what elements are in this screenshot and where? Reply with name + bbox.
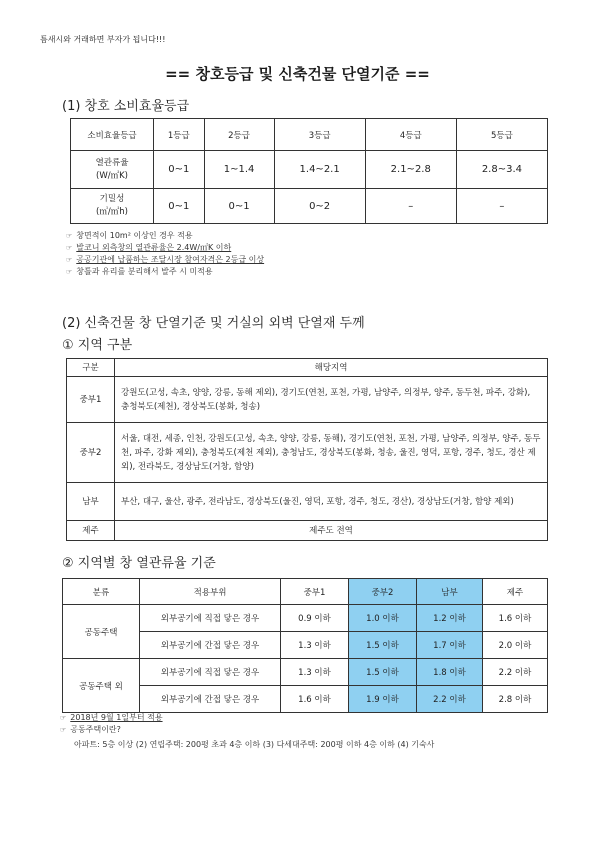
table-header-cell: 남부 [417,579,483,605]
row-label-line2: (W/㎡K) [96,170,128,181]
page-title: == 창호등급 및 신축건물 단열기준 == [165,65,430,83]
table-header-cell: 구분 [67,359,115,377]
note-text: 발코니 외측창의 열관류율은 2.4W/㎡K 이하 [76,243,232,252]
table-cell: 0~1 [204,189,274,224]
row-label-line2: (㎥/㎡h) [96,207,128,217]
part-cell: 외부공기에 직접 닿은 경우 [140,659,281,686]
table-header-cell: 중부2 [349,579,417,605]
list-item [60,724,434,736]
table-cell: 1.3 이하 [281,632,349,659]
region-table [66,358,548,541]
table-cell: – [456,189,547,224]
table-cell: 2.2 이하 [483,659,548,686]
row-label-line1: 기밀성 [99,194,125,204]
region-areas: 강원도(고성, 속초, 양양, 강릉, 동해 제외), 경기도(연천, 포천, 가평, 남양주, 의정부, 양주, 동두천, 파주, 강화), 충청북도(제천), 경상북도(봉화, 청송) [115,377,548,423]
table-row [63,605,548,632]
u-value-standard-table [62,578,548,713]
region-name: 중부2 [67,423,115,483]
table-cell: – [365,189,456,224]
row-label [71,151,154,189]
table-header-cell: 소비효율등급 [71,119,154,151]
table-cell: 1~1.4 [204,151,274,189]
section1-heading: (1) 창호 소비효율등급 [62,99,190,114]
section2-sub1: ① 지역 구분 [62,338,133,353]
table-header-cell: 적용부위 [140,579,281,605]
table-header-cell: 분류 [63,579,140,605]
category-cell: 공동주택 외 [63,659,140,713]
table-cell: 2.0 이하 [483,632,548,659]
table-header-cell: 2등급 [204,119,274,151]
table-row [67,423,548,483]
pointing-hand-icon: ☞ [66,268,73,276]
table-header-cell: 제주 [483,579,548,605]
table-cell: 2.8 이하 [483,686,548,713]
section2-heading: (2) 신축건물 창 단열기준 및 거실의 외벽 단열재 두께 [62,316,365,331]
table-cell: 1.3 이하 [281,659,349,686]
table-cell: 1.5 이하 [349,632,417,659]
note-text: 창면적이 10m² 이상인 경우 적용 [76,231,193,240]
table-row [63,659,548,686]
pointing-hand-icon: ☞ [60,714,67,722]
table-cell: 1.2 이하 [417,605,483,632]
region-areas: 제주도 전역 [115,521,548,541]
part-cell: 외부공기에 직접 닿은 경우 [140,605,281,632]
table-cell: 2.2 이하 [417,686,483,713]
table-cell: 1.6 이하 [483,605,548,632]
footer-notes [60,712,434,751]
section2-sub2: ② 지역별 창 열관류율 기준 [62,556,216,571]
table-header-row [63,579,548,605]
header-note: 틈새시와 거래하면 부자가 됩니다!!! [40,35,166,44]
row-label [71,189,154,224]
table-header-cell: 5등급 [456,119,547,151]
table-cell: 1.5 이하 [349,659,417,686]
table-cell: 1.9 이하 [349,686,417,713]
table-cell: 2.8~3.4 [456,151,547,189]
table-header-cell: 해당지역 [115,359,548,377]
region-name: 남부 [67,483,115,521]
pointing-hand-icon: ☞ [66,244,73,252]
list-item [74,739,434,751]
table-row [71,151,548,189]
table-header-cell: 4등급 [365,119,456,151]
table-cell: 1.7 이하 [417,632,483,659]
region-areas: 서울, 대전, 세종, 인천, 강원도(고성, 속초, 양양, 강릉, 동해), 경기도(연천, 포천, 가평, 남양주, 의정부, 양주, 동두천, 파주, 강화 제외), 충청북도(제천 제외), 충청남도, 경상북도(봉화, 청송, 울진, 영덕, 포항, 경주, 청도, 경산 제외), 전라북도, 경상남도(거창, 함양) [115,423,548,483]
pointing-hand-icon: ☞ [60,726,67,734]
note-text: 공동주택이란? [70,725,121,734]
table-cell: 0~1 [154,151,205,189]
table-header-row [67,359,548,377]
note-text: 2018년 9월 1일부터 적용 [70,713,163,722]
list-item [66,254,264,266]
part-cell: 외부공기에 간접 닿은 경우 [140,632,281,659]
list-item [60,712,434,724]
region-name: 제주 [67,521,115,541]
row-label-line1: 열관류율 [95,157,129,168]
pointing-hand-icon: ☞ [66,232,73,240]
table-header-cell: 3등급 [274,119,365,151]
table-cell: 2.1~2.8 [365,151,456,189]
region-areas: 부산, 대구, 울산, 광주, 전라남도, 경상북도(울진, 영덕, 포항, 경주, 청도, 경산), 경상남도(거창, 함양 제외) [115,483,548,521]
table-cell: 1.0 이하 [349,605,417,632]
table-cell: 1.8 이하 [417,659,483,686]
note-text: 아파트: 5층 이상 (2) 연립주택: 200평 초과 4층 이하 (3) 다세대주택: 200평 이하 4층 이하 (4) 기숙사 [74,740,435,749]
list-item [66,266,264,278]
part-cell: 외부공기에 간접 닿은 경우 [140,686,281,713]
note-text: 창틀과 유리를 분리해서 발주 시 미적용 [76,267,213,276]
efficiency-grade-table [70,118,548,224]
table-row [71,189,548,224]
category-cell: 공동주택 [63,605,140,659]
table-cell: 0.9 이하 [281,605,349,632]
notes-list [66,230,264,278]
table-cell: 1.6 이하 [281,686,349,713]
list-item [66,230,264,242]
pointing-hand-icon: ☞ [66,256,73,264]
table-row [67,521,548,541]
list-item [66,242,264,254]
table-row [67,483,548,521]
table-cell: 0~1 [154,189,205,224]
table-header-row [71,119,548,151]
note-text: 공공기관에 납품하는 조달시장 참여자격은 2등급 이상 [76,255,265,264]
table-header-cell: 중부1 [281,579,349,605]
region-name: 중부1 [67,377,115,423]
table-cell: 1.4~2.1 [274,151,365,189]
table-row [67,377,548,423]
table-header-cell: 1등급 [154,119,205,151]
table-cell: 0~2 [274,189,365,224]
